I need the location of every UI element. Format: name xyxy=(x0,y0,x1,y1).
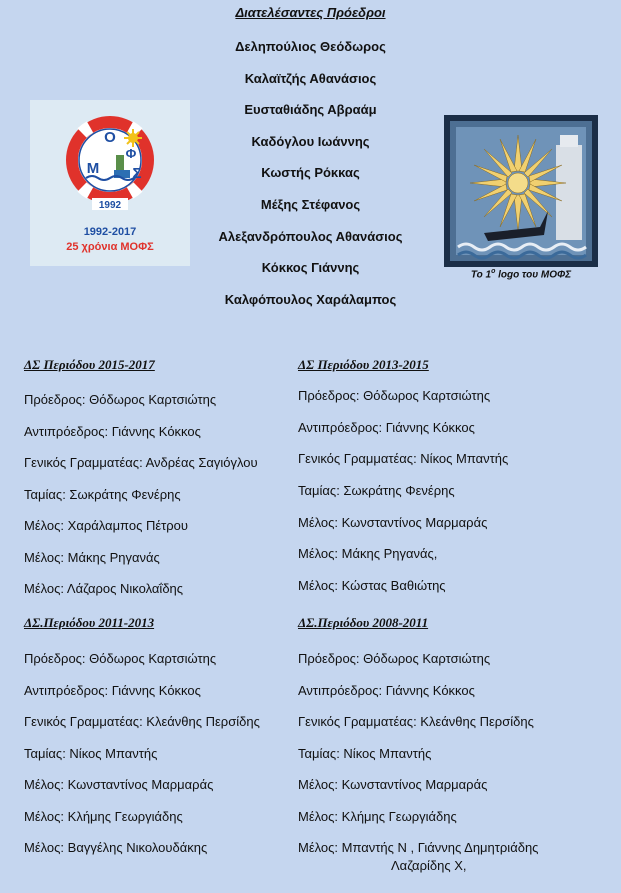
vergina-sun-icon xyxy=(444,115,598,267)
members-list xyxy=(298,650,598,875)
member-entry: Πρόεδρος: Θόδωρος Καρτσιώτης xyxy=(298,651,491,666)
svg-text:1992 xyxy=(99,200,122,211)
president-name: Αλεξανδρόπουλος Αθανάσιος xyxy=(218,228,403,244)
member-entry: Ταμίας: Σωκράτης Φενέρης xyxy=(298,483,455,499)
member-entry: Γενικός Γραμματέας: Νίκος Μπαντής xyxy=(298,451,509,467)
first-logo-caption: Το $1^o$ logo του ΜΟΦΣ xyxy=(470,268,572,281)
president-name: Μέξης Στέφανος xyxy=(260,196,361,212)
president-name: Κωστής Ρόκκας xyxy=(261,165,360,181)
members-list xyxy=(298,387,598,609)
member-entry: Μέλος: Μάκης Ρηγανάς, xyxy=(298,546,438,562)
logo-years: 1992-2017 xyxy=(83,226,137,238)
first-logo xyxy=(444,115,598,267)
member-entry: Αντιπρόεδρος: Γιάννης Κόκκος xyxy=(24,423,201,439)
member-entry: Πρόεδρος: Θόδωρος Καρτσιώτης xyxy=(24,392,217,407)
member-entry: Ταμίας: Σωκράτης Φενέρης xyxy=(24,486,181,502)
board-period-2013-2015 xyxy=(298,357,598,609)
member-entry: Μέλος: Κωνσταντίνος Μαρμαράς xyxy=(298,514,488,530)
board-period-2011-2013 xyxy=(24,615,324,871)
logo-anniversary: 25 χρόνια ΜΟΦΣ xyxy=(66,241,154,253)
emblem-year: 1992 xyxy=(98,200,122,211)
president-name: Καδόγλου Ιωάννης xyxy=(251,133,370,149)
president-name: Κόκκος Γιάννης xyxy=(261,260,360,276)
member-entry: Ταμίας: Νίκος Μπαντής xyxy=(298,745,432,761)
member-entry: Μέλος: Κώστας Βαθιώτης xyxy=(298,578,446,594)
member-entry: Αντιπρόεδρος: Γιάννης Κόκκος xyxy=(24,682,201,698)
svg-text:Ο xyxy=(104,129,116,146)
member-entry: Ταμίας: Νίκος Μπαντής xyxy=(24,745,158,761)
svg-text:25 χρόνια ΜΟΦΣ xyxy=(66,241,154,253)
period-title: ΔΣ.Περιόδου 2008-2011 xyxy=(298,615,429,630)
president-name: Ευσταθιάδης Αβραάμ xyxy=(244,102,377,118)
member-entry-line: Μέλος: Μπαντής Ν , Γιάννης Δημητριάδης xyxy=(298,840,539,855)
member-entry xyxy=(298,839,598,875)
period-title: ΔΣ Περιόδου 2013-2015 xyxy=(298,357,429,372)
member-entry: Μέλος: Κλήμης Γεωργιάδης xyxy=(24,808,183,824)
period-title: ΔΣ Περιόδου 2015-2017 xyxy=(24,357,155,372)
svg-text:1992-2017 xyxy=(84,226,137,238)
emblem-letter: Ο xyxy=(104,129,116,146)
svg-text:Μ xyxy=(87,160,100,177)
president-name: Δεληπούλιος Θεόδωρος xyxy=(235,39,386,54)
page-title: Διατελέσαντες Πρόεδροι xyxy=(235,5,386,20)
member-entry: Μέλος: Κωνσταντίνος Μαρμαράς xyxy=(298,777,488,792)
member-entry: Γενικός Γραμματέας: Κλεάνθης Περσίδης xyxy=(24,714,260,729)
svg-text:Σ xyxy=(132,165,141,182)
members-list xyxy=(24,650,324,871)
white-tower-icon xyxy=(556,145,582,240)
member-entry: Γενικός Γραμματέας: Κλεάνθης Περσίδης xyxy=(298,714,534,729)
member-entry: Μέλος: Κλήμης Γεωργιάδης xyxy=(298,808,457,824)
members-list xyxy=(24,391,324,612)
member-entry: Μέλος: Λάζαρος Νικολαΐδης xyxy=(24,581,184,596)
anniversary-logo xyxy=(30,100,190,266)
svg-text:Φ xyxy=(126,146,137,161)
president-name: Καλαϊτζής Αθανάσιος xyxy=(244,70,377,86)
period-title: ΔΣ.Περιόδου 2011-2013 xyxy=(24,615,155,630)
board-period-2008-2011 xyxy=(298,615,598,875)
member-entry: Μέλος: Χαράλαμπος Πέτρου xyxy=(24,518,188,533)
emblem-letter: Μ xyxy=(86,160,100,177)
member-entry: Πρόεδρος: Θόδωρος Καρτσιώτης xyxy=(24,651,217,666)
member-entry: Πρόεδρος: Θόδωρος Καρτσιώτης xyxy=(298,388,491,403)
president-name: Καλφόπουλος Χαράλαμπος xyxy=(224,291,397,307)
emblem-letter: Φ xyxy=(125,146,137,161)
lifebuoy-emblem-icon xyxy=(30,100,190,266)
member-entry-continuation: Λαζαρίδης Χ, xyxy=(391,858,467,873)
member-entry: Αντιπρόεδρος: Γιάννης Κόκκος xyxy=(298,682,475,698)
member-entry: Μέλος: Βαγγέλης Νικολουδάκης xyxy=(24,840,208,855)
board-period-2015-2017 xyxy=(24,357,324,612)
emblem-letter: Σ xyxy=(132,165,142,182)
member-entry: Μέλος: Μάκης Ρηγανάς xyxy=(24,549,160,565)
member-entry: Αντιπρόεδρος: Γιάννης Κόκκος xyxy=(298,419,475,435)
member-entry: Μέλος: Κωνσταντίνος Μαρμαράς xyxy=(24,777,214,792)
member-entry: Γενικός Γραμματέας: Ανδρέας Σαγιόγλου xyxy=(24,455,258,470)
